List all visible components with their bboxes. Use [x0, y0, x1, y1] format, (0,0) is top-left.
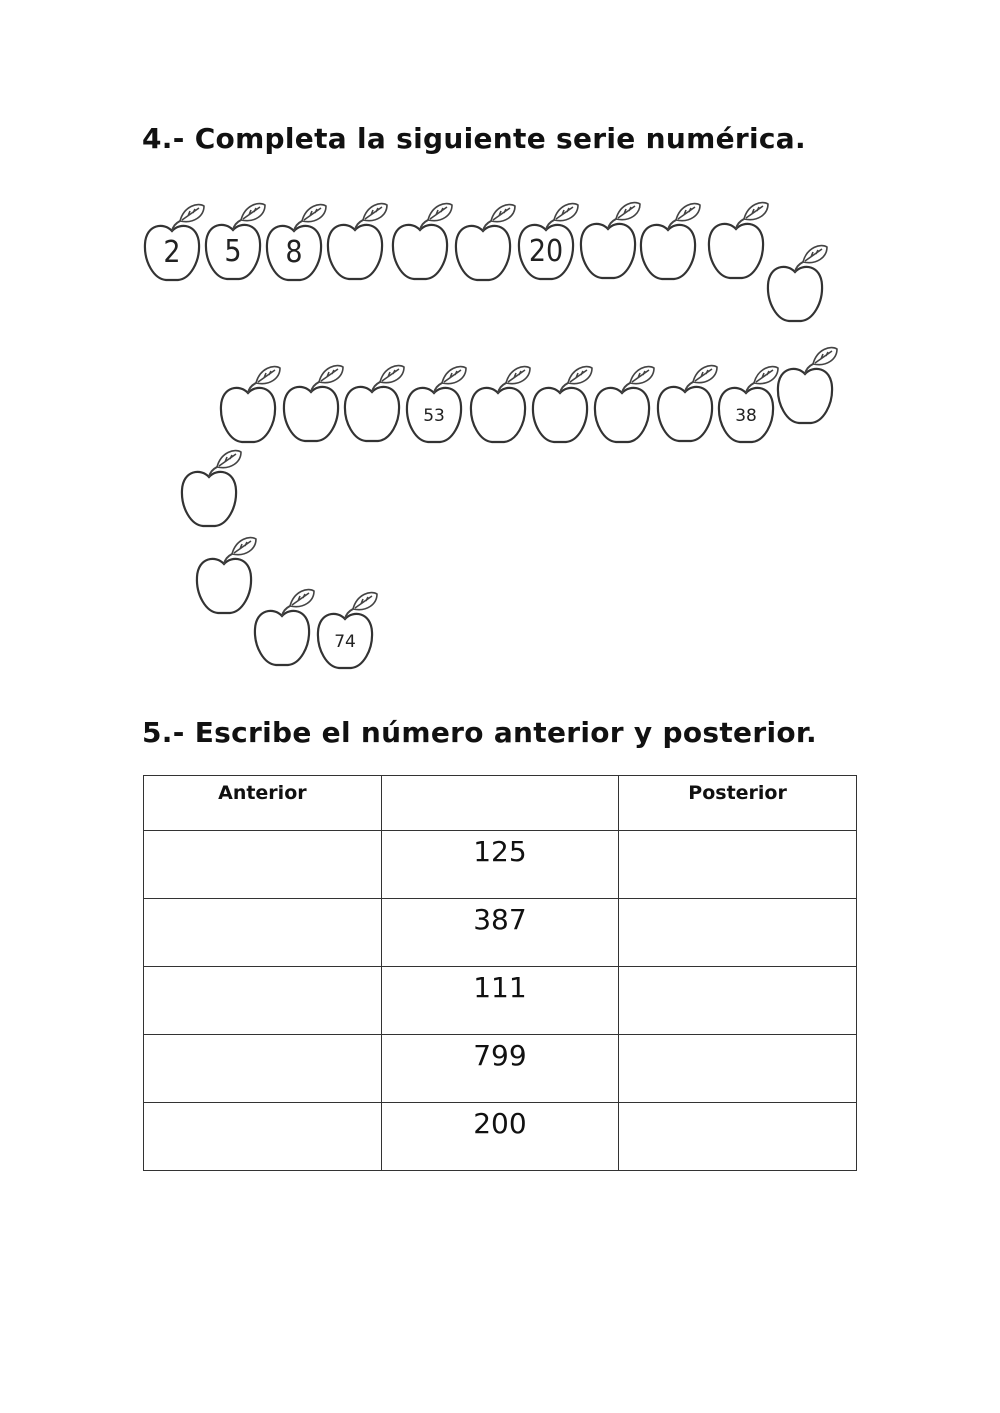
leaf-icon [241, 204, 265, 221]
leaf-icon [353, 593, 377, 610]
apple[interactable] [778, 348, 837, 423]
leaf-icon [302, 205, 326, 222]
apple-number: 74 [334, 632, 356, 652]
leaf-icon [693, 366, 717, 383]
posterior-cell[interactable] [619, 967, 857, 1035]
posterior-cell[interactable] [619, 899, 857, 967]
apple[interactable] [471, 367, 530, 442]
apple[interactable] [345, 366, 404, 441]
apple[interactable] [221, 367, 280, 442]
table-header-row [144, 776, 857, 831]
apple-outline [393, 225, 447, 279]
apple-outline [284, 387, 338, 441]
apple[interactable] [182, 451, 241, 526]
table-row [144, 831, 857, 899]
apple[interactable] [284, 366, 343, 441]
leaf-icon [363, 204, 387, 221]
number-cell: 200 [381, 1103, 618, 1171]
apple-outline [471, 388, 525, 442]
leaf-icon [232, 538, 256, 555]
apple[interactable] [318, 593, 377, 668]
anterior-cell[interactable] [144, 899, 382, 967]
apple[interactable] [145, 205, 204, 280]
leaf-icon [256, 367, 280, 384]
apple-number: 38 [735, 406, 757, 426]
apple-outline [581, 224, 635, 278]
leaf-icon [616, 203, 640, 220]
apple[interactable] [658, 366, 717, 441]
apple-outline [533, 388, 587, 442]
apple[interactable] [197, 538, 256, 613]
leaf-icon [568, 367, 592, 384]
before-after-table [143, 775, 857, 1171]
anterior-cell[interactable] [144, 831, 382, 899]
leaf-icon [754, 367, 778, 384]
apple[interactable] [519, 204, 578, 279]
apple-outline [778, 369, 832, 423]
table-row [144, 899, 857, 967]
posterior-cell[interactable] [619, 831, 857, 899]
apple-outline [255, 611, 309, 665]
apple-outline [595, 388, 649, 442]
number-cell: 111 [381, 967, 618, 1035]
apple-number: 53 [423, 406, 445, 426]
leaf-icon [217, 451, 241, 468]
apple[interactable] [393, 204, 452, 279]
apple[interactable] [533, 367, 592, 442]
apple[interactable] [709, 203, 768, 278]
posterior-cell[interactable] [619, 1103, 857, 1171]
apple[interactable] [407, 367, 466, 442]
apple-outline [197, 559, 251, 613]
leaf-icon [744, 203, 768, 220]
section-5-title: 5.- Escribe el número anterior y posterior. [142, 716, 817, 749]
leaf-icon [630, 367, 654, 384]
apple-outline [182, 472, 236, 526]
apple-outline [328, 225, 382, 279]
apple-number: 8 [285, 235, 303, 270]
leaf-icon [442, 367, 466, 384]
apple-outline [456, 226, 510, 280]
apple[interactable] [206, 204, 265, 279]
apple[interactable] [255, 590, 314, 665]
leaf-icon [554, 204, 578, 221]
apple[interactable] [719, 367, 778, 442]
table-row [144, 1035, 857, 1103]
leaf-icon [290, 590, 314, 607]
leaf-icon [380, 366, 404, 383]
apple-series [0, 180, 1000, 700]
apple[interactable] [768, 246, 827, 321]
apple-number: 2 [163, 235, 181, 270]
number-cell: 799 [381, 1035, 618, 1103]
table-row [144, 1103, 857, 1171]
anterior-cell[interactable] [144, 1103, 382, 1171]
apple-outline [658, 387, 712, 441]
section-4-title: 4.- Completa la siguiente serie numérica. [142, 122, 806, 155]
header-posterior: Posterior [619, 776, 857, 831]
anterior-cell[interactable] [144, 967, 382, 1035]
leaf-icon [813, 348, 837, 365]
apple[interactable] [595, 367, 654, 442]
apple[interactable] [456, 205, 515, 280]
apple-number: 20 [528, 234, 564, 269]
leaf-icon [803, 246, 827, 263]
number-cell: 125 [381, 831, 618, 899]
apple[interactable] [641, 204, 700, 279]
apple-outline [345, 387, 399, 441]
table-row [144, 967, 857, 1035]
apple-number: 5 [224, 234, 242, 269]
leaf-icon [676, 204, 700, 221]
leaf-icon [491, 205, 515, 222]
number-cell: 387 [381, 899, 618, 967]
apple[interactable] [328, 204, 387, 279]
apple[interactable] [581, 203, 640, 278]
leaf-icon [319, 366, 343, 383]
header-number [381, 776, 618, 831]
anterior-cell[interactable] [144, 1035, 382, 1103]
leaf-icon [506, 367, 530, 384]
apple[interactable] [267, 205, 326, 280]
leaf-icon [180, 205, 204, 222]
apple-outline [768, 267, 822, 321]
apple-outline [641, 225, 695, 279]
leaf-icon [428, 204, 452, 221]
header-anterior: Anterior [144, 776, 382, 831]
posterior-cell[interactable] [619, 1035, 857, 1103]
apple-outline [221, 388, 275, 442]
apple-outline [709, 224, 763, 278]
